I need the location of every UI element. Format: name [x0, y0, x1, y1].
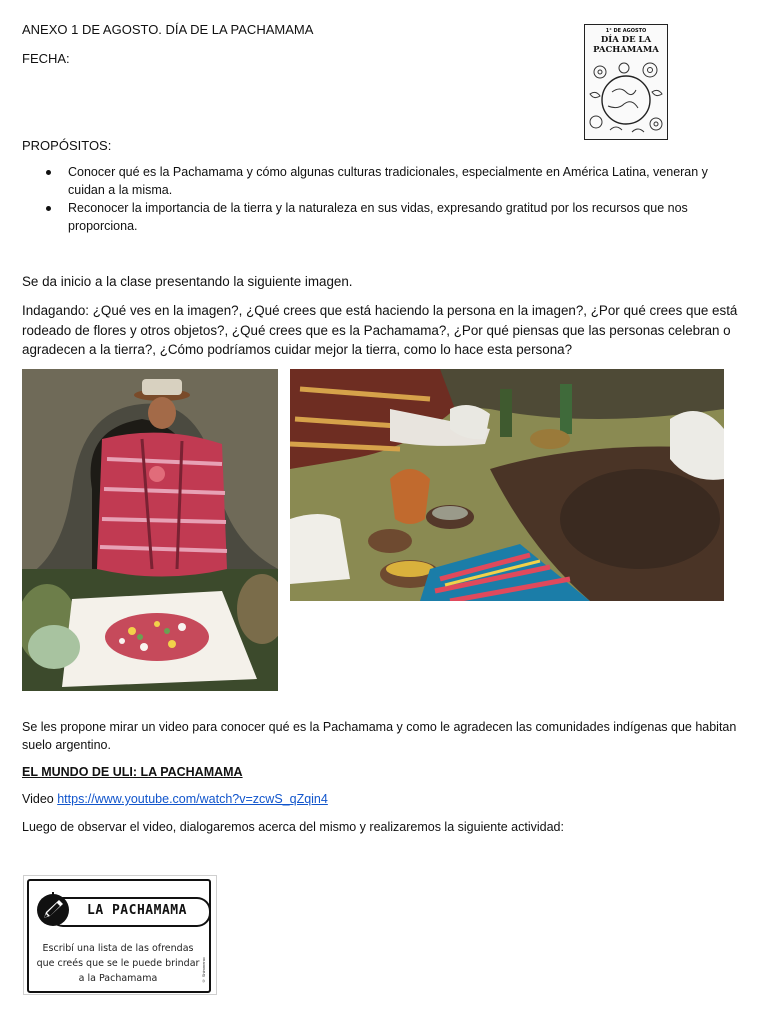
activity-card-frame: [27, 879, 211, 993]
pachamama-cover-image: [584, 24, 668, 140]
intro-text: Se da inicio a la clase presentando la siguiente imagen.: [22, 274, 353, 289]
activity-card-title: LA PACHAMAMA: [87, 903, 187, 918]
document-heading: ANEXO 1 DE AGOSTO. DÍA DE LA PACHAMAMA: [22, 22, 314, 37]
after-video-text: Luego de observar el video, dialogaremos acerca del mismo y realizaremos la siguiente actividad:: [22, 820, 564, 834]
propositos-label: PROPÓSITOS:: [22, 138, 112, 153]
indagando-questions: Indagando: ¿Qué ves en la imagen?, ¿Qué crees que está haciendo la persona en la imagen?, ¿Por qué crees que está rodeado de flores y otros objetos?, ¿Qué crees que es la Pachamama?, ¿Por qué piensas que las personas celebran o agradecen a la tierra?, ¿Cómo podríamos cuidar mejor la tierra, como lo hace esta persona?: [22, 303, 738, 357]
photo-man-offering: [22, 369, 278, 691]
cover-date-text: 1° DE AGOSTO: [605, 28, 647, 34]
propositos-list: [22, 164, 732, 236]
activity-card: [24, 876, 216, 994]
globe-flowers-illustration: [586, 58, 666, 138]
pencil-badge-icon: [35, 892, 71, 928]
proposito-item: Conocer qué es la Pachamama y cómo algunas culturas tradicionales, especialmente en América Latina, veneran y cuidan a la misma.: [22, 164, 732, 199]
video-title: EL MUNDO DE ULI: LA PACHAMAMA: [22, 765, 243, 779]
proposito-item: Reconocer la importancia de la tierra y la naturaleza en sus vidas, expresando gratitud por los recursos que nos proporciona.: [22, 200, 732, 235]
video-label: Video: [22, 792, 58, 806]
activity-card-instructions: Escribí una lista de las ofrendas que creés que se le puede brindar a la Pachamama: [36, 943, 200, 984]
video-intro-text: Se les propone mirar un video para conocer qué es la Pachamama y como le agradecen las comunidades indígenas que habitan suelo argentino.: [22, 720, 737, 752]
video-line: [22, 791, 328, 809]
photo-ground-offering: [290, 369, 724, 601]
cover-title-text: DÍA DE LA PACHAMAMA: [593, 35, 659, 55]
video-link[interactable]: https://www.youtube.com/watch?v=zcwS_qZqin4: [57, 792, 328, 806]
activity-card-credit: © Shimmerac: [201, 956, 206, 983]
fecha-label: FECHA:: [22, 51, 70, 66]
